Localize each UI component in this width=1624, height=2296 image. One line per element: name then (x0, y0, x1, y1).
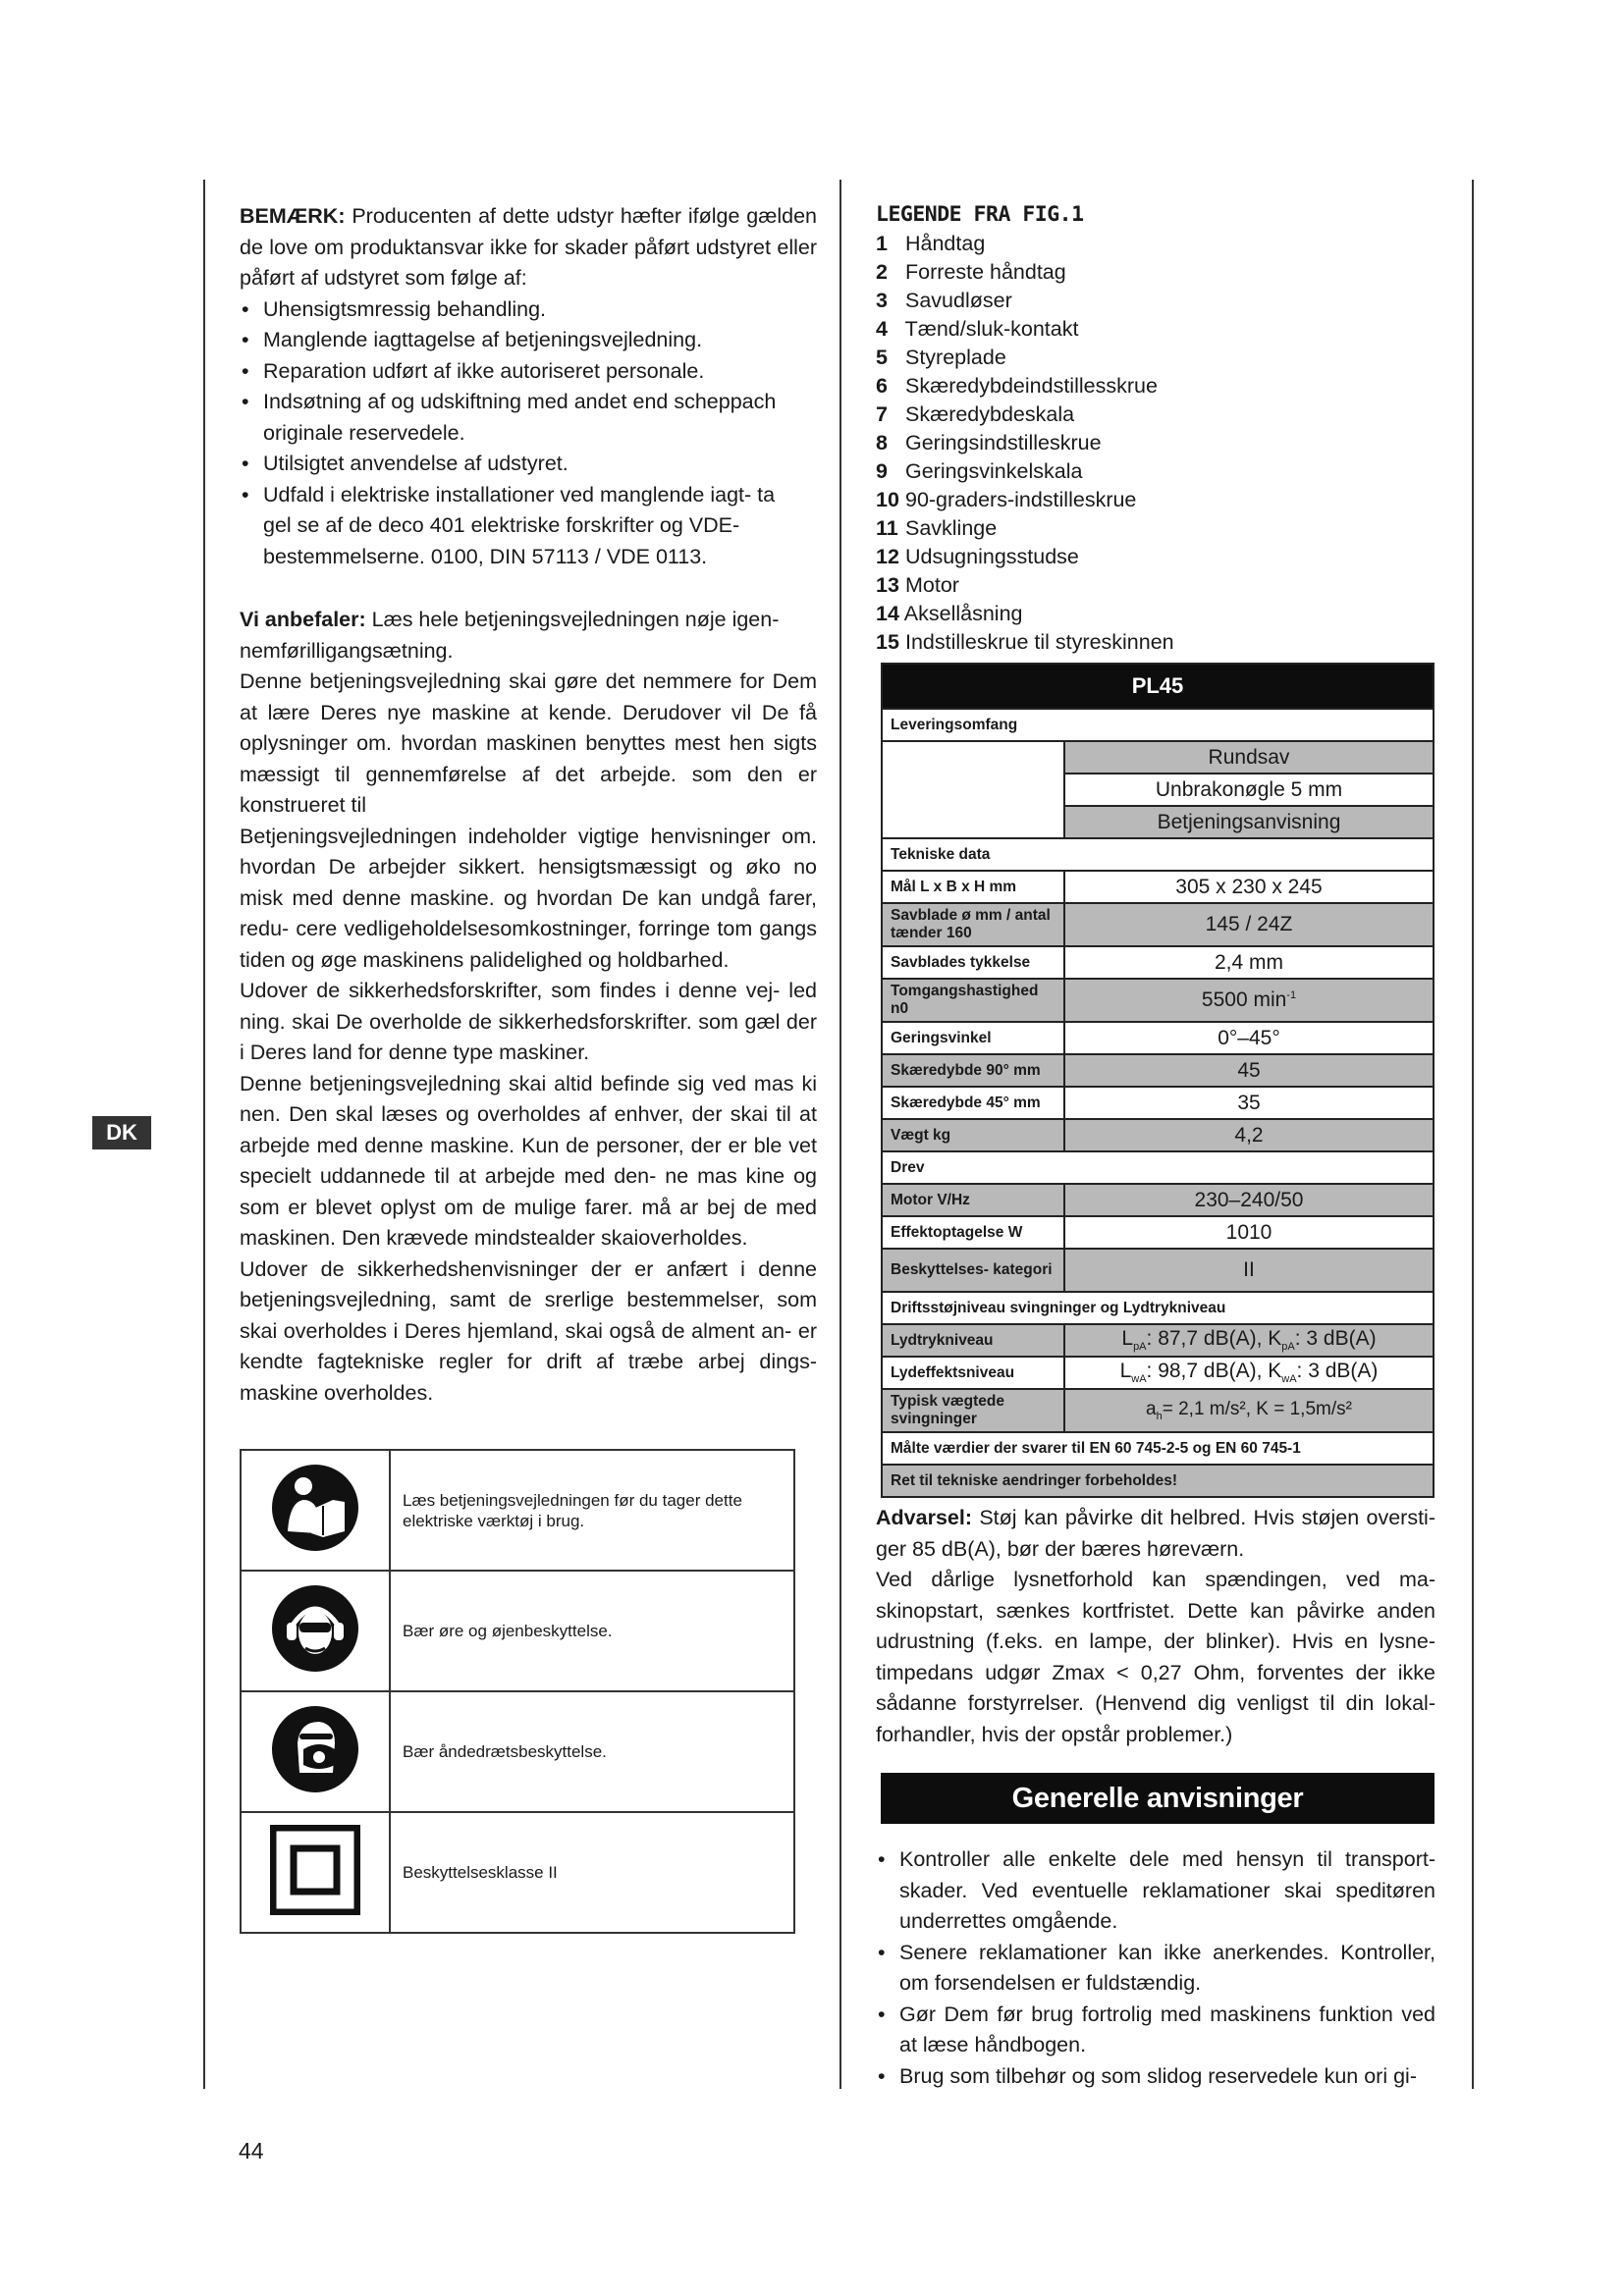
table-row (882, 1216, 1434, 1249)
legend-number: 8 (876, 431, 888, 454)
scope-label: Leveringsomfang (882, 709, 1434, 741)
legend-title: LEGENDE FRA FIG.1 (876, 202, 1084, 227)
legend-number: 5 (876, 346, 888, 369)
list-item: • Udfald i elektriske installationer ved manglende iagt- ta gel se af de deco 401 elektriske forskrifter og VDE- bestemmelserne. 0100, DIN 57113 / VDE 0113. (240, 480, 807, 573)
icon-cell (241, 1812, 390, 1933)
table-row (882, 1184, 1434, 1216)
liability-list (240, 294, 817, 573)
legend-item (876, 372, 1435, 400)
legend-number: 4 (876, 317, 888, 341)
spec-value: 2,4 mm (1064, 946, 1434, 979)
general-instructions (876, 1844, 1435, 2092)
spec-label: Lydtrykniveau (882, 1324, 1064, 1357)
table-row (882, 741, 1434, 774)
ear-eye-protection-icon (270, 1583, 360, 1674)
spec-label: Skæredybde 90° mm (882, 1054, 1064, 1087)
legend-number: 11 (876, 516, 898, 540)
list-item: • Uhensigtsmressig behandling. (240, 294, 807, 326)
left-column-rule (203, 180, 205, 2089)
legend-item (876, 543, 1435, 571)
table-row (882, 1151, 1434, 1184)
note-label: BEMÆRK: (240, 204, 346, 228)
spec-value: 4,2 (1064, 1119, 1434, 1151)
lw-symbol: L (1119, 1360, 1132, 1383)
legend-number: 15 (876, 630, 899, 654)
body-paragraph: Udover de sikkerhedsforskrifter, som findes i denne vej- led ning. skai De overholde de sikkerhedsforskrifter. som gæl der i Deres land for denne type maskiner. (240, 979, 817, 1064)
spec-value: 0°–45° (1064, 1022, 1434, 1054)
spec-value: II (1064, 1249, 1434, 1292)
spec-label: Savblades tykkelse (882, 946, 1064, 979)
table-row (241, 1571, 794, 1691)
scope-item: Rundsav (1064, 741, 1434, 774)
table-row (241, 1691, 794, 1812)
spec-value (1064, 979, 1434, 1022)
lp-k-subscript: pA (1281, 1341, 1295, 1354)
legend-number: 14 (876, 602, 899, 625)
legend-item (876, 258, 1435, 287)
icon-cell (241, 1571, 390, 1691)
spec-value: 305 x 230 x 245 (1064, 871, 1434, 903)
legend-number: 13 (876, 573, 899, 597)
warning-label: Advarsel: (876, 1506, 972, 1529)
list-item: • Brug som tilbehør og som slidog reservedele kun ori gi- (876, 2061, 1435, 2093)
respiratory-protection-icon (270, 1704, 360, 1794)
legend-number: 7 (876, 402, 888, 426)
center-column-rule (839, 180, 841, 2089)
body-paragraph: Udover de sikkerhedshenvisninger der er anfært i denne betjeningsvejledning, samt de srerlige bestemmelser, som skai overholdes i Deres hjemland, skai også de alment an- er kendte fagtekniske regler for drift af træbe arbej dings- maskine overholdes. (240, 1256, 817, 1405)
table-row (882, 979, 1434, 1022)
list-item: • Senere reklamationer kan ikke anerkendes. Kontroller, om forsendelsen er fuldstændig. (876, 1938, 1435, 2000)
legend-item (876, 344, 1435, 372)
spec-label: Geringsvinkel (882, 1022, 1064, 1054)
legend (876, 200, 1435, 657)
legend-text: Skæredybdeskala (904, 402, 1075, 426)
legend-item (876, 514, 1435, 543)
legend-number: 2 (876, 260, 888, 284)
legend-number: 9 (876, 459, 888, 483)
right-column-rule (1472, 180, 1474, 2089)
left-column (240, 201, 817, 1409)
recommendation-paragraph (240, 605, 817, 667)
icon-description: Læs betjeningsvejledningen før du tager dette elektriske værktøj i brug. (390, 1450, 794, 1571)
legend-item (876, 600, 1435, 628)
warning-paragraph-2: Ved dårlige lysnetforhold kan spændingen, ved ma- skinopstart, sænkes kortfristet. Dette kan påvirke anden udrustning (f.eks. en lampe, der blinker). Hvis en lysne- timpedans udgør Zmax < 0,27 Ohm, forventes der ikke sådanne forstyrrelser. (Henvend dig venligst til din lokal- forhandler, hvis der opstår problemer.) (876, 1568, 1435, 1746)
protection-class-ii-icon (270, 1825, 360, 1915)
legend-text: Håndtag (904, 232, 986, 255)
spec-value: 145 / 24Z (1064, 903, 1434, 946)
legend-text: Styreplade (904, 346, 1006, 369)
legend-text: Geringsindstilleskrue (904, 431, 1102, 454)
legend-item (876, 457, 1435, 486)
scope-item: Unbrakonøgle 5 mm (1064, 774, 1434, 806)
legend-text: Savudløser (904, 289, 1012, 312)
list-item: • Utilsigtet anvendelse af udstyret. (240, 449, 807, 480)
spec-label: Tomgangshastighed n0 (882, 979, 1064, 1022)
legend-item (876, 628, 1435, 657)
list-item: • Manglende iagttagelse af betjeningsvejledning. (240, 325, 807, 356)
legend-number: 3 (876, 289, 888, 312)
spec-label: Effektoptagelse W (882, 1216, 1064, 1249)
spec-label: Motor V/Hz (882, 1184, 1064, 1216)
legend-text: Skæredybdeindstillesskrue (904, 374, 1158, 398)
table-row (882, 1324, 1434, 1357)
scope-blank (882, 741, 1064, 838)
legend-number: 1 (876, 232, 888, 255)
icon-description: Beskyttelsesklasse II (390, 1812, 794, 1933)
icon-cell (241, 1450, 390, 1571)
lp-subscript: pA (1133, 1341, 1147, 1354)
legend-text: Udsugningsstudse (904, 545, 1079, 568)
lp-k-value: : 3 dB(A) (1294, 1327, 1377, 1351)
legend-text: Forreste håndtag (904, 260, 1066, 284)
page-number: 44 (239, 2138, 264, 2163)
spec-label: Beskyttelses- kategori (882, 1249, 1064, 1292)
legend-item (876, 429, 1435, 457)
table-row (882, 1292, 1434, 1324)
list-item: • Indsøtning af og udskiftning med andet end scheppach originale reservedele. (240, 387, 807, 449)
idle-value: 5500 min (1201, 988, 1287, 1011)
spec-label: Savblade ø mm / antal tænder 160 (882, 903, 1064, 946)
table-row (882, 1054, 1434, 1087)
idle-exponent: -1 (1286, 989, 1297, 1001)
spec-label: Lydeffektsniveau (882, 1357, 1064, 1389)
safety-symbols-table (240, 1449, 795, 1934)
lw-subscript: wA (1131, 1373, 1147, 1386)
table-row (882, 1465, 1434, 1497)
lw-value: : 98,7 dB(A), K (1146, 1360, 1282, 1383)
tech-data-label: Tekniske data (882, 838, 1434, 871)
legend-text: Savklinge (904, 516, 998, 540)
spec-label: Skæredybde 45° mm (882, 1087, 1064, 1119)
legend-number: 12 (876, 545, 899, 568)
scope-item: Betjeningsanvisning (1064, 806, 1434, 838)
vib-symbol: a (1146, 1399, 1157, 1420)
legend-text: 90-graders-indstilleskrue (904, 488, 1137, 511)
lw-k-value: : 3 dB(A) (1296, 1360, 1379, 1383)
table-row (882, 1389, 1434, 1432)
spec-value: 35 (1064, 1087, 1434, 1119)
legend-item (876, 571, 1435, 600)
spec-table (881, 663, 1435, 1498)
language-tab: DK (92, 1116, 151, 1149)
table-row (241, 1812, 794, 1933)
spec-value (1064, 1324, 1434, 1357)
list-item: • Gør Dem før brug fortrolig med maskinens funktion ved at læse håndbogen. (876, 2000, 1435, 2061)
table-row (882, 903, 1434, 946)
spec-value (1064, 1357, 1434, 1389)
list-item: • Kontroller alle enkelte dele med hensyn til transport- skader. Ved eventuelle reklamationer skai speditøren underrettes omgående. (876, 1844, 1435, 1938)
read-manual-icon (270, 1463, 360, 1553)
note-paragraph (240, 201, 817, 294)
icon-description: Bær øre og øjenbeskyttelse. (390, 1571, 794, 1691)
table-row (882, 1357, 1434, 1389)
legend-item (876, 400, 1435, 429)
lw-k-subscript: wA (1281, 1373, 1297, 1386)
legend-text: Aksellåsning (903, 602, 1023, 625)
body-paragraph: Betjeningsvejledningen indeholder vigtige henvisninger om. hvordan De arbejder sikkert. hensigtsmæssigt og øko no misk med denne maskine. og hvordan De kan undgå farer, redu- cere vedligeholdelsesomkostninger, forringe tom gangs tiden og øge maskinens palidelighed og holdbarhed. (240, 824, 817, 972)
table-row (882, 1022, 1434, 1054)
table-row (882, 1432, 1434, 1465)
legend-number: 6 (876, 374, 888, 398)
changes-note: Ret til tekniske aendringer forbeholdes! (882, 1465, 1434, 1497)
legend-item (876, 287, 1435, 315)
table-row (882, 1119, 1434, 1151)
table-row (882, 871, 1434, 903)
spec-value: 1010 (1064, 1216, 1434, 1249)
legend-item (876, 230, 1435, 258)
table-row (882, 664, 1434, 709)
list-item: • Reparation udført af ikke autoriseret personale. (240, 356, 807, 388)
table-row (882, 1249, 1434, 1292)
drive-label: Drev (882, 1151, 1434, 1184)
icon-description: Bær åndedrætsbeskyttelse. (390, 1691, 794, 1812)
vib-value: = 2,1 m/s², K = 1,5m/s² (1162, 1399, 1352, 1420)
icon-cell (241, 1691, 390, 1812)
legend-text: Geringsvinkelskala (904, 459, 1083, 483)
legend-text: Motor (904, 573, 959, 597)
spec-value: 230–240/50 (1064, 1184, 1434, 1216)
body-paragraph: Denne betjeningsvejledning skai altid befinde sig ved mas ki nen. Den skal læses og overholdes af enhver, der skai til at arbejde med denne maskine. Kun de personer, der er ble vet specielt uddannede til at arbejde med den- ne mas kine og som er blevet oplyst om de mulige farer. må ar bej de med maskinen. Den krævede mindstealder skaioverholdes. (240, 1071, 817, 1250)
table-row (882, 946, 1434, 979)
spec-value: 45 (1064, 1054, 1434, 1087)
note-text: Producenten af dette udstyr hæfter ifølge gælden de love om produktansvar ikke for skader påført udstyret eller påført af udstyret som følge af: (240, 204, 817, 290)
legend-item (876, 486, 1435, 514)
recommendation-label: Vi anbefaler: (240, 608, 366, 631)
table-row (241, 1450, 794, 1571)
legend-list (876, 230, 1435, 657)
warning-paragraph (876, 1503, 1435, 1565)
measured-note: Målte værdier der svarer til EN 60 745-2-5 og EN 60 745-1 (882, 1432, 1434, 1465)
section-title: Generelle anvisninger (881, 1773, 1435, 1824)
warning-text: Støj kan påvirke dit helbred. Hvis støjen oversti- ger 85 dB(A), bør der bæres høreværn. (876, 1506, 1435, 1561)
table-row (882, 709, 1434, 741)
vib-subscript: h (1156, 1410, 1163, 1422)
spec-label: Vægt kg (882, 1119, 1064, 1151)
spec-label: Mål L x B x H mm (882, 871, 1064, 903)
warning-block (876, 1503, 1435, 1750)
model-header: PL45 (882, 664, 1434, 709)
lp-value: : 87,7 dB(A), K (1146, 1327, 1282, 1351)
spec-value (1064, 1389, 1434, 1432)
legend-text: Tænd/sluk-kontakt (904, 317, 1079, 341)
table-row (882, 1087, 1434, 1119)
recommendation-text: Læs hele betjeningsvejledningen nøje igen- nemførilligangsætning. (240, 608, 780, 663)
lp-symbol: L (1121, 1327, 1134, 1351)
legend-number: 10 (876, 488, 899, 511)
spec-label: Typisk vægtede svingninger (882, 1389, 1064, 1432)
legend-text: Indstilleskrue til styreskinnen (904, 630, 1174, 654)
general-list (876, 1844, 1435, 2092)
table-row (882, 838, 1434, 871)
legend-item (876, 315, 1435, 344)
noise-label: Driftsstøjniveau svingninger og Lydtrykniveau (882, 1292, 1434, 1324)
body-paragraph: Denne betjeningsvejledning skai gøre det nemmere for Dem at lære Deres nye maskine at kende. Derudover vil De få oplysninger om. hvordan maskinen benyttes mest hen sigts mæssigt til gennemførelse af det arbejde. som den er konstrueret til (240, 669, 817, 817)
